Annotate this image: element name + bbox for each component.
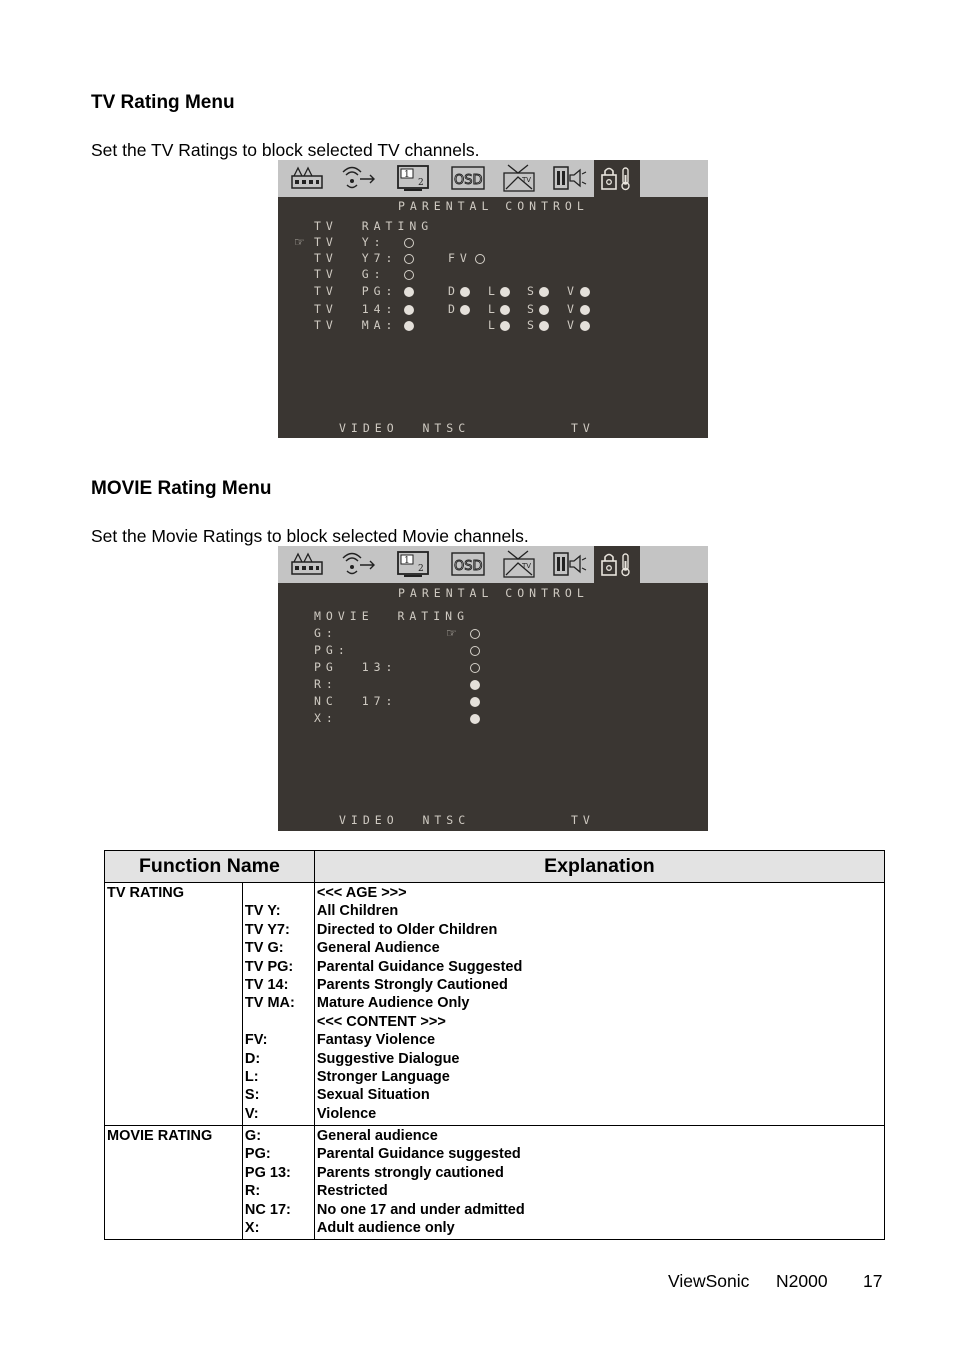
- rating-code: NC 17:: [244, 1201, 291, 1218]
- tv-pg-l-indicator[interactable]: [500, 287, 510, 297]
- svg-text:OSD: OSD: [454, 173, 483, 188]
- movie-rating-codes-cell: [242, 1126, 314, 1240]
- rating-code: [245, 884, 314, 902]
- explanation-header: Explanation: [314, 851, 884, 883]
- s-label: S: [527, 284, 539, 298]
- function-table: [104, 850, 885, 1240]
- osd-icon-bar: [278, 546, 708, 583]
- movie-rating-osd-screen: [278, 546, 708, 831]
- osd-submenu-title: TV RATING: [314, 219, 434, 233]
- movie-row-label[interactable]: X:: [314, 711, 338, 725]
- tv-rating-description: Set the TV Ratings to block selected TV channels.: [91, 140, 480, 160]
- movie-row-label[interactable]: PG:: [314, 643, 350, 657]
- tv-14-age-indicator[interactable]: [404, 305, 414, 315]
- tv-14-d-indicator[interactable]: [460, 305, 470, 315]
- movie-rating-name-cell: [105, 1126, 243, 1240]
- rating-code: D:: [244, 1050, 261, 1067]
- rating-code: FV:: [244, 1032, 268, 1049]
- movie-nc17-indicator[interactable]: [470, 697, 480, 707]
- parental-lock-icon[interactable]: [594, 546, 640, 583]
- tv-tuning-icon[interactable]: [500, 163, 538, 194]
- tv-ma-l-indicator[interactable]: [500, 321, 510, 331]
- v-label: V: [567, 318, 579, 332]
- rating-code: G:: [244, 1128, 262, 1145]
- svg-text:2: 2: [418, 178, 424, 188]
- osd-icon[interactable]: [449, 549, 487, 580]
- rating-explanation: <<< AGE >>>: [316, 885, 407, 901]
- movie-rating-explanations-cell: [314, 1126, 884, 1240]
- osd-header: PARENTAL CONTROL: [398, 586, 589, 600]
- osd-icon[interactable]: [449, 163, 487, 194]
- tv-14-v-indicator[interactable]: [580, 305, 590, 315]
- table-row: [105, 1126, 885, 1240]
- rating-code: TV 14:: [244, 976, 289, 993]
- rating-explanation: Directed to Older Children: [316, 921, 498, 938]
- antenna-icon[interactable]: [340, 549, 378, 580]
- d-label: D: [448, 284, 460, 298]
- rating-explanation: Violence: [316, 1105, 377, 1122]
- tv-row-label[interactable]: TV G:: [314, 267, 386, 281]
- tv-tuning-icon[interactable]: [500, 549, 538, 580]
- tv-ma-s-indicator[interactable]: [539, 321, 549, 331]
- input-source-icon[interactable]: [288, 163, 326, 194]
- movie-pg13-indicator[interactable]: [470, 663, 480, 673]
- tv-y-age-indicator[interactable]: [404, 238, 414, 248]
- function-name-header: Function Name: [105, 851, 315, 883]
- footer-brand: ViewSonic: [668, 1271, 750, 1291]
- svg-text:2: 2: [418, 564, 424, 574]
- tv-y7-fv-indicator[interactable]: [475, 254, 485, 264]
- v-label: V: [567, 302, 579, 316]
- svg-text:1: 1: [404, 556, 410, 566]
- rating-explanation: Restricted: [316, 1183, 388, 1200]
- svg-text:OSD: OSD: [454, 559, 483, 574]
- svg-text:TV: TV: [522, 562, 532, 570]
- tv-rating-osd-screen: [278, 160, 708, 438]
- movie-g-indicator[interactable]: [470, 629, 480, 639]
- rating-code: TV Y7:: [244, 921, 290, 938]
- movie-row-label[interactable]: G:: [314, 626, 338, 640]
- tv-pg-age-indicator[interactable]: [404, 287, 414, 297]
- input-source-icon[interactable]: [288, 549, 326, 580]
- rating-code: TV Y:: [244, 903, 281, 920]
- osd-footer-source: VIDEO NTSC: [339, 421, 471, 435]
- rating-explanation: General Audience: [316, 940, 440, 957]
- osd-icon-bar: [278, 160, 708, 197]
- audio-icon[interactable]: [550, 549, 588, 580]
- rating-explanation: Sexual Situation: [316, 1087, 430, 1104]
- tv-row-label[interactable]: TV Y:: [314, 235, 386, 249]
- movie-rating-description: Set the Movie Ratings to block selected Movie channels.: [91, 526, 529, 546]
- l-label: L: [488, 318, 500, 332]
- l-label: L: [488, 302, 500, 316]
- l-label: L: [488, 284, 500, 298]
- tv-pg-s-indicator[interactable]: [539, 287, 549, 297]
- tv-row-label[interactable]: TV 14:: [314, 302, 398, 316]
- v-label: V: [567, 284, 579, 298]
- footer-model: N2000: [776, 1271, 828, 1291]
- movie-pg-indicator[interactable]: [470, 646, 480, 656]
- rating-code: V:: [244, 1105, 259, 1122]
- tv-pg-v-indicator[interactable]: [580, 287, 590, 297]
- rating-code: TV G:: [244, 940, 284, 957]
- rating-explanation: Fantasy Violence: [316, 1032, 436, 1049]
- d-label: D: [448, 302, 460, 316]
- svg-text:1: 1: [404, 170, 410, 180]
- rating-explanation: <<< CONTENT >>>: [316, 1013, 446, 1030]
- movie-row-label[interactable]: NC 17:: [314, 694, 398, 708]
- movie-r-indicator[interactable]: [470, 680, 480, 690]
- tv-rating-name-cell: [105, 883, 243, 1126]
- movie-rating-heading: MOVIE Rating Menu: [91, 478, 272, 499]
- osd-footer-mode: TV: [571, 813, 595, 827]
- parental-lock-icon[interactable]: [594, 160, 640, 197]
- table-header-row: [105, 851, 885, 883]
- rating-explanation: No one 17 and under admitted: [316, 1201, 525, 1218]
- rating-explanation: Parental Guidance Suggested: [316, 958, 523, 975]
- tv-rating-explanations-cell: [314, 883, 884, 1126]
- rating-explanation: Adult audience only: [316, 1220, 455, 1237]
- rating-explanation: Stronger Language: [316, 1068, 450, 1085]
- tv-pg-d-indicator[interactable]: [460, 287, 470, 297]
- pip-icon[interactable]: [394, 163, 432, 194]
- osd-submenu-title: MOVIE RATING: [314, 609, 470, 623]
- function-name: TV RATING: [107, 885, 185, 901]
- tv-rating-codes-cell: [242, 883, 314, 1126]
- tv-row-label[interactable]: TV Y7:: [314, 251, 398, 265]
- footer-page-number: 17: [863, 1271, 883, 1291]
- tv-rating-heading: TV Rating Menu: [91, 92, 235, 113]
- s-label: S: [527, 318, 539, 332]
- osd-footer-source: VIDEO NTSC: [339, 813, 471, 827]
- movie-row-label[interactable]: R:: [314, 677, 338, 691]
- rating-explanation: Parents Strongly Cautioned: [316, 976, 508, 993]
- rating-explanation: All Children: [316, 903, 399, 920]
- s-label: S: [527, 302, 539, 316]
- osd-footer-mode: TV: [571, 421, 595, 435]
- rating-explanation: Parents strongly cautioned: [316, 1164, 504, 1181]
- tv-14-l-indicator[interactable]: [500, 305, 510, 315]
- tv-14-s-indicator[interactable]: [539, 305, 549, 315]
- pointing-hand-icon: ☞: [446, 626, 457, 640]
- rating-explanation: Parental Guidance suggested: [316, 1146, 521, 1163]
- pointing-hand-icon: ☞: [294, 235, 305, 249]
- rating-explanation: General audience: [316, 1128, 438, 1145]
- rating-code: L:: [244, 1068, 259, 1085]
- svg-text:TV: TV: [522, 176, 532, 184]
- osd-header: PARENTAL CONTROL: [398, 199, 589, 213]
- movie-row-label[interactable]: PG 13:: [314, 660, 398, 674]
- tv-row-label[interactable]: TV MA:: [314, 318, 398, 332]
- rating-code: R:: [244, 1183, 261, 1200]
- rating-code: S:: [244, 1087, 260, 1104]
- rating-code: TV PG:: [244, 958, 294, 975]
- pip-icon[interactable]: [394, 549, 432, 580]
- tv-y7-age-indicator[interactable]: [404, 254, 414, 264]
- rating-explanation: Suggestive Dialogue: [316, 1050, 460, 1067]
- rating-explanation: Mature Audience Only: [316, 995, 470, 1012]
- rating-code: X:: [244, 1220, 260, 1237]
- rating-code: TV MA:: [244, 995, 295, 1012]
- function-name: MOVIE RATING: [107, 1128, 213, 1145]
- rating-code: PG 13:: [244, 1164, 291, 1181]
- tv-g-age-indicator[interactable]: [404, 270, 414, 280]
- antenna-icon[interactable]: [340, 163, 378, 194]
- fv-label: FV: [448, 251, 472, 265]
- audio-icon[interactable]: [550, 163, 588, 194]
- rating-code: [245, 1013, 314, 1031]
- movie-x-indicator[interactable]: [470, 714, 480, 724]
- tv-row-label[interactable]: TV PG:: [314, 284, 398, 298]
- tv-ma-v-indicator[interactable]: [580, 321, 590, 331]
- tv-ma-age-indicator[interactable]: [404, 321, 414, 331]
- rating-code: PG:: [244, 1146, 271, 1163]
- table-row: [105, 883, 885, 1126]
